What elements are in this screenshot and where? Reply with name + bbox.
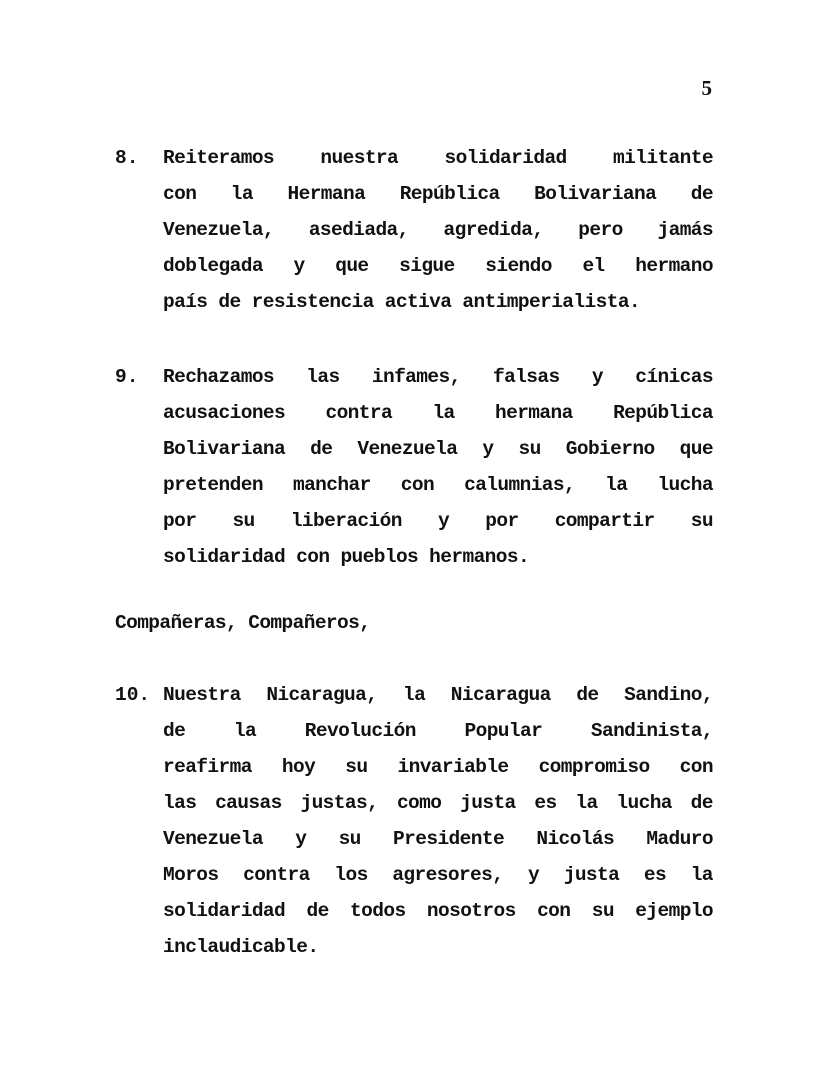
word: lucha [657,474,713,496]
word: su [232,510,255,532]
text-line [163,467,713,503]
word: reafirma [163,756,252,778]
word: Sandinista, [590,720,713,742]
text-line [163,431,713,467]
salutation: Compañeras, Compañeros, [115,612,371,634]
word: justa [460,792,516,814]
word: con [400,474,435,496]
word: Moros [163,864,219,886]
word: cínicas [635,366,713,388]
word: hermana [495,402,573,424]
word: la [605,474,628,496]
word: de [690,792,713,814]
paragraph-text [163,140,713,320]
word: Venezuela [357,438,458,460]
word: por [163,510,197,532]
word: República [613,402,713,424]
word: ejemplo [635,900,713,922]
text-line [163,821,713,857]
word: de [218,291,241,313]
text-line [163,248,713,284]
word: liberación [290,510,402,532]
text-line [163,713,713,749]
word: con [537,900,571,922]
word: de [690,183,713,205]
text-line [163,929,713,965]
word: calumnias, [464,474,576,496]
word: República [399,183,500,205]
word: acusaciones [163,402,286,424]
word: pueblos [340,546,419,568]
word: país [163,291,208,313]
paragraph-number: 8. [115,147,139,169]
text-line [163,893,713,929]
word: con [679,756,713,778]
word: de [306,900,329,922]
word: activa [384,291,452,313]
word: de [163,720,186,742]
word: la [230,183,254,205]
word: jamás [657,219,713,241]
word: antimperialista. [462,291,641,313]
word: su [690,510,713,532]
word: invariable [397,756,509,778]
word: la [690,864,713,886]
word: Bolivariana [534,183,657,205]
word: que [679,438,713,460]
word: justa [563,864,620,886]
word: Nicaragua [450,684,551,706]
word: y [482,438,494,460]
word: agresores, [392,864,504,886]
word: Bolivariana [163,438,286,460]
text-line [163,857,713,893]
word: pero [578,219,623,241]
word: y [295,828,307,850]
word: y [527,864,540,886]
word: Maduro [646,828,713,850]
word: las [163,792,197,814]
word: hermano [635,255,713,277]
text-line [163,284,713,320]
word: Venezuela, [163,219,275,241]
word: su [591,900,614,922]
text-line [163,677,713,713]
word: con [163,183,197,205]
word: Nicaragua, [266,684,378,706]
word: asediada, [308,219,409,241]
word: las [306,366,340,388]
word: el [582,255,605,277]
word: la [575,792,598,814]
word: nosotros [426,900,516,922]
word: y [293,255,305,277]
word: falsas [492,366,560,388]
word: Sandino, [624,684,713,706]
word: por [485,510,519,532]
word: causas [215,792,282,814]
text-line [163,539,713,575]
paragraph-text [163,677,713,965]
word: y [437,510,450,532]
word: resistencia [251,291,374,313]
text-line [163,749,713,785]
word: y [591,366,603,388]
word: inclaudicable. [163,936,319,958]
word: Nicolás [536,828,615,850]
word: Hermana [287,183,366,205]
text-line [163,140,713,176]
word: Popular [464,720,543,742]
word: su [338,828,361,850]
word: pretenden [163,474,263,496]
word: manchar [292,474,371,496]
text-line [163,785,713,821]
paragraph-number: 10. [115,684,151,706]
paragraph-text [163,359,713,575]
word: su [345,756,368,778]
word: hoy [281,756,316,778]
word: solidaridad [163,546,286,568]
word: doblegada [163,255,263,277]
page-number: 5 [701,76,712,100]
word: la [432,402,455,424]
word: es [534,792,557,814]
text-line [163,212,713,248]
word: es [643,864,667,886]
word: Reiteramos [163,147,275,169]
word: la [233,720,257,742]
word: nuestra [320,147,399,169]
word: hermanos. [429,546,530,568]
word: de [310,438,333,460]
word: agredida, [443,219,544,241]
word: su [518,438,541,460]
text-line [163,503,713,539]
word: todos [350,900,406,922]
word: Rechazamos [163,366,275,388]
text-line [163,395,713,431]
word: la [402,684,426,706]
word: lucha [616,792,672,814]
word: contra [243,864,310,886]
word: Nuestra [163,684,241,706]
word: sigue [399,255,455,277]
word: como [396,792,442,814]
word: Presidente [393,828,505,850]
word: compromiso [538,756,650,778]
word: contra [325,402,393,424]
word: infames, [371,366,461,388]
word: de [576,684,599,706]
word: justas, [300,792,379,814]
paragraph-number: 9. [115,366,139,388]
word: Revolución [304,720,416,742]
word: siendo [485,255,552,277]
word: solidaridad [163,900,286,922]
word: solidaridad [444,147,567,169]
text-line [163,359,713,395]
word: militante [613,147,713,169]
word: Gobierno [565,438,655,460]
word: Venezuela [163,828,263,850]
text-line [163,176,713,212]
word: compartir [554,510,655,532]
word: los [334,864,368,886]
word: que [335,255,369,277]
word: con [296,546,330,568]
